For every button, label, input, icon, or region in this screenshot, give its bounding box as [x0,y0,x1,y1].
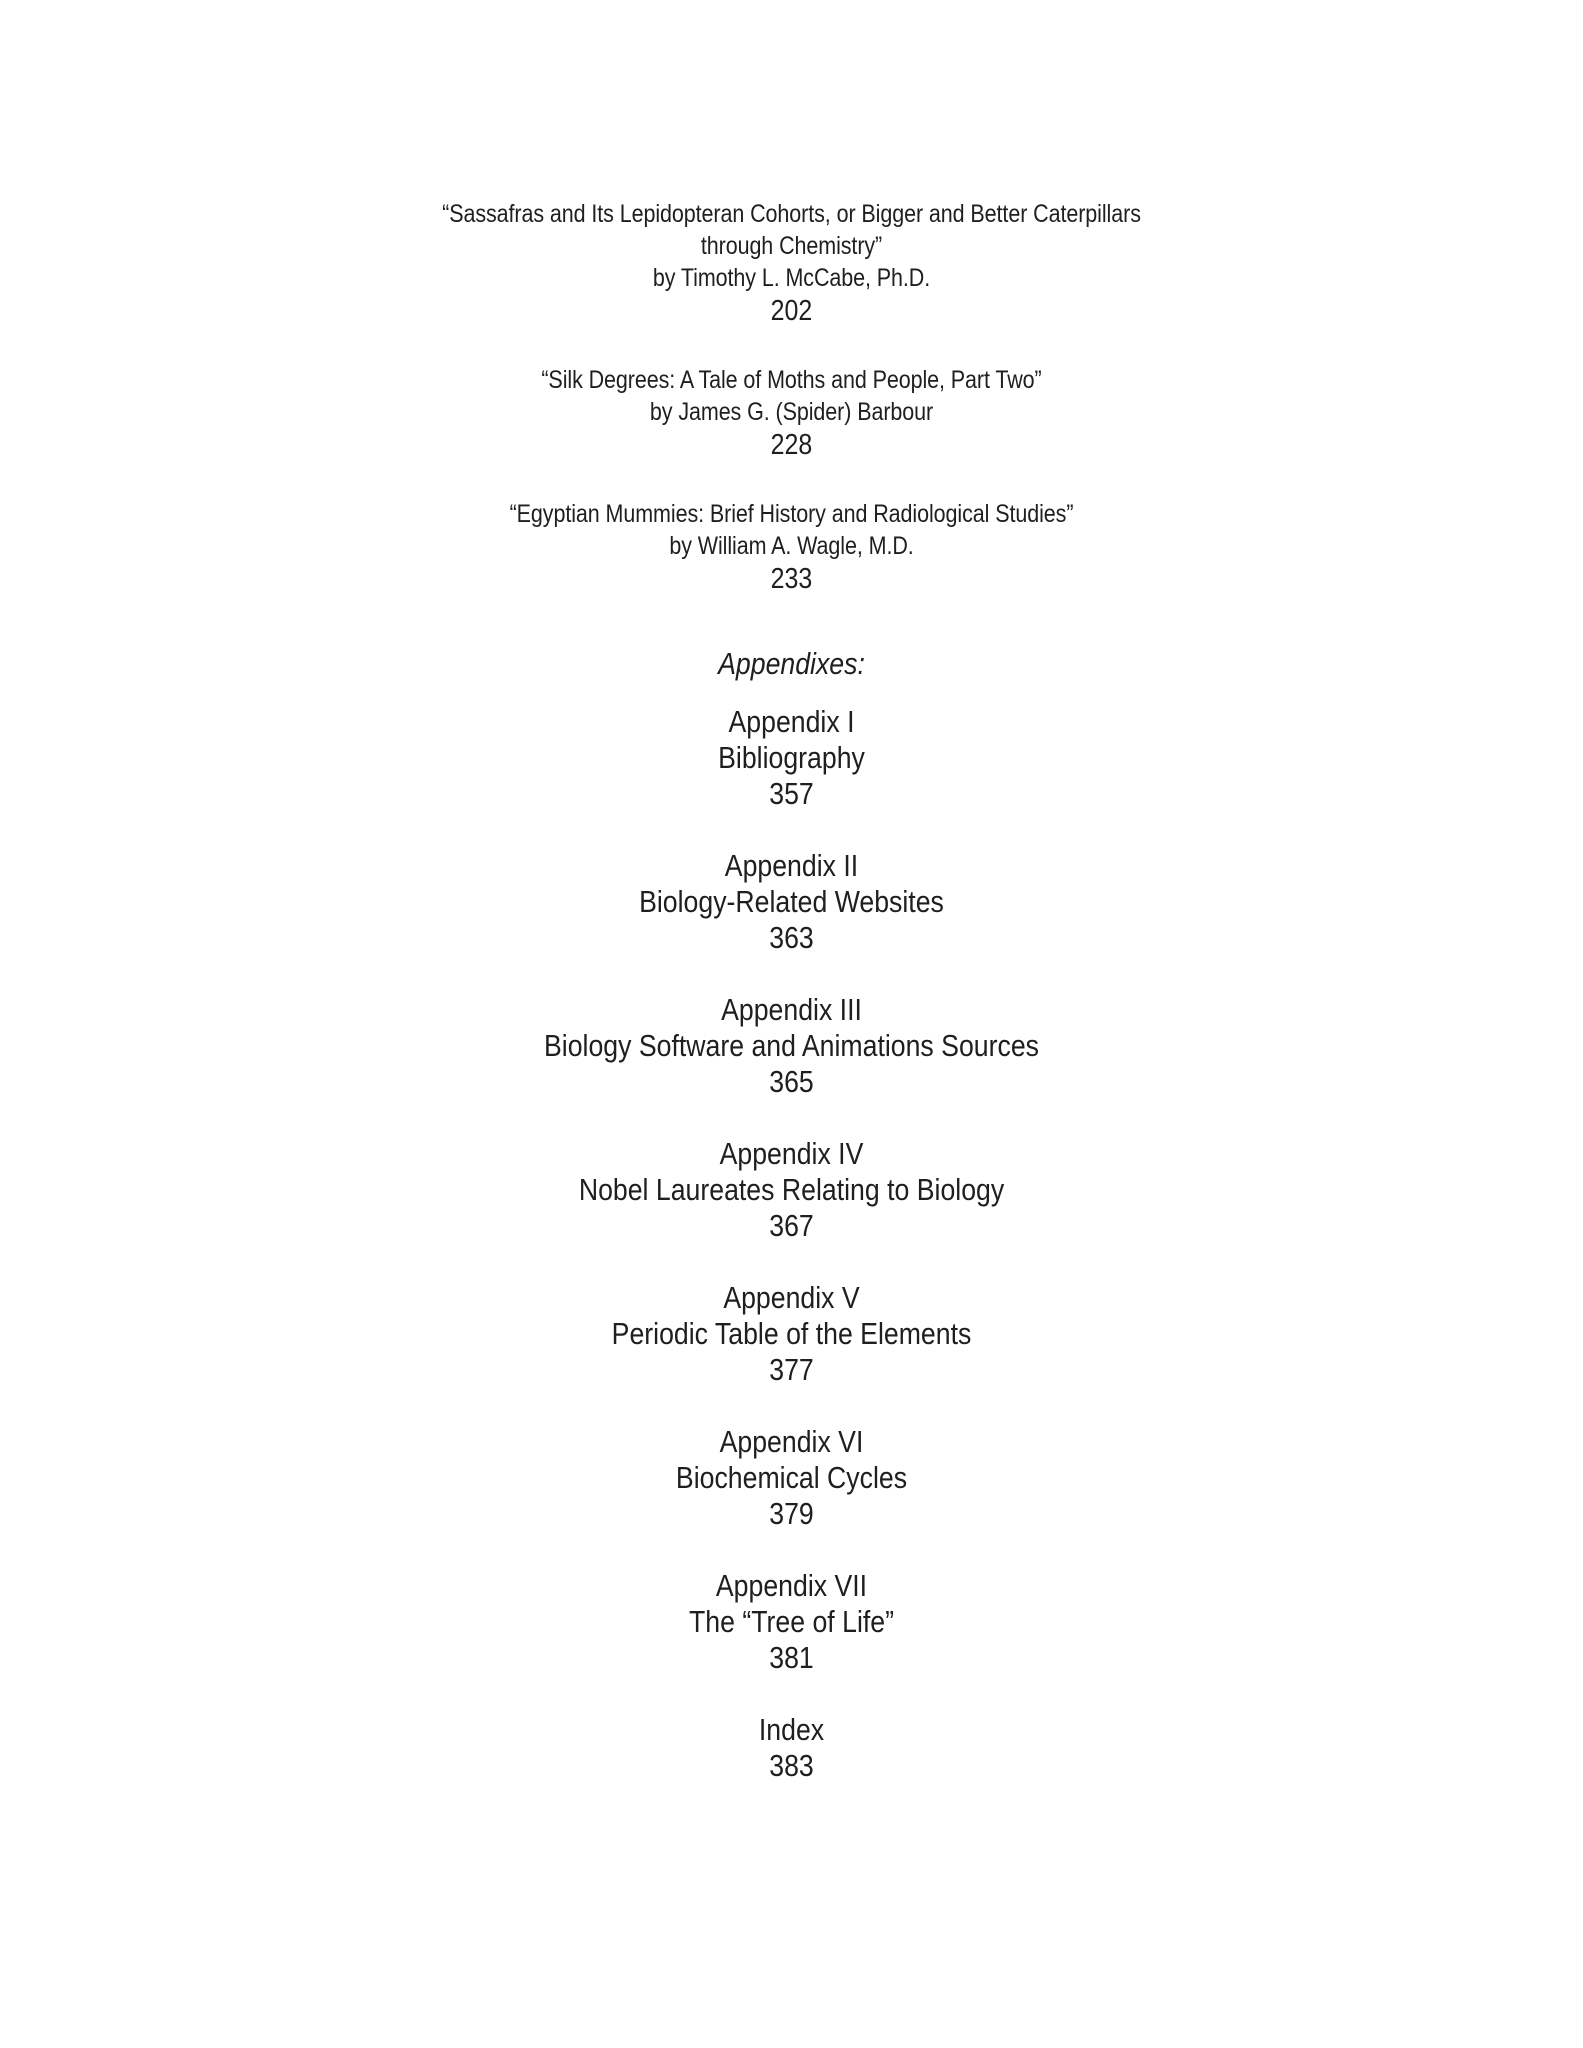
toc-entry-appendix [0,1424,1583,1532]
index-label: Index [758,1712,825,1747]
appendix-title: Biology-Related Websites [639,884,944,919]
index-page-number: 383 [769,1748,814,1783]
essay-title-line: “Egyptian Mummies: Brief History and Radiological Studies” [509,500,1074,528]
appendixes-heading: Appendixes: [718,646,865,681]
appendix-page-number: 379 [769,1496,814,1531]
appendix-page-number: 365 [769,1064,814,1099]
appendix-page-number: 377 [769,1352,814,1387]
toc-entry-essay [0,198,1583,328]
appendix-label: Appendix VI [719,1424,864,1459]
essay-author: by William A. Wagle, M.D. [669,532,914,560]
essay-page-number: 202 [770,295,813,327]
appendix-page-number: 363 [769,920,814,955]
toc-entry-appendix [0,992,1583,1100]
appendix-title: Nobel Laureates Relating to Biology [578,1172,1005,1207]
toc-entry-appendix [0,1280,1583,1388]
toc-entry-essay [0,498,1583,596]
appendix-title: The “Tree of Life” [689,1604,894,1639]
toc-entry-essay [0,364,1583,462]
essay-title [111,498,1472,530]
essay-author: by James G. (Spider) Barbour [649,398,934,426]
toc-entry-appendix [0,1136,1583,1244]
appendix-title: Biochemical Cycles [675,1460,908,1495]
essay-page-number: 228 [770,429,813,461]
appendix-page-number: 381 [769,1640,814,1675]
appendix-page-number: 357 [769,776,814,811]
appendix-title: Periodic Table of the Elements [611,1316,972,1351]
appendix-title: Bibliography [718,740,865,775]
appendix-label: Appendix I [728,704,855,739]
appendix-label: Appendix III [721,992,862,1027]
toc-entry-appendix [0,848,1583,956]
appendix-label: Appendix II [724,848,859,883]
toc-entry-appendix [0,704,1583,812]
essay-title-line: “Silk Degrees: A Tale of Moths and People, Part Two” [541,366,1042,394]
essay-title-line: through Chemistry” [700,232,883,260]
appendix-label: Appendix V [723,1280,860,1315]
appendix-label: Appendix IV [719,1136,864,1171]
essay-author: by Timothy L. McCabe, Ph.D. [652,264,931,292]
essay-title [111,364,1472,396]
essay-page-number: 233 [770,563,813,595]
essay-title-line: “Sassafras and Its Lepidopteran Cohorts, or Bigger and Better Caterpillars [442,200,1141,228]
essay-title [111,198,1472,262]
appendix-title: Biology Software and Animations Sources [544,1028,1039,1063]
appendix-page-number: 367 [769,1208,814,1243]
toc-entry-index [0,1712,1583,1784]
toc-entry-appendix [0,1568,1583,1676]
appendix-label: Appendix VII [715,1568,868,1603]
